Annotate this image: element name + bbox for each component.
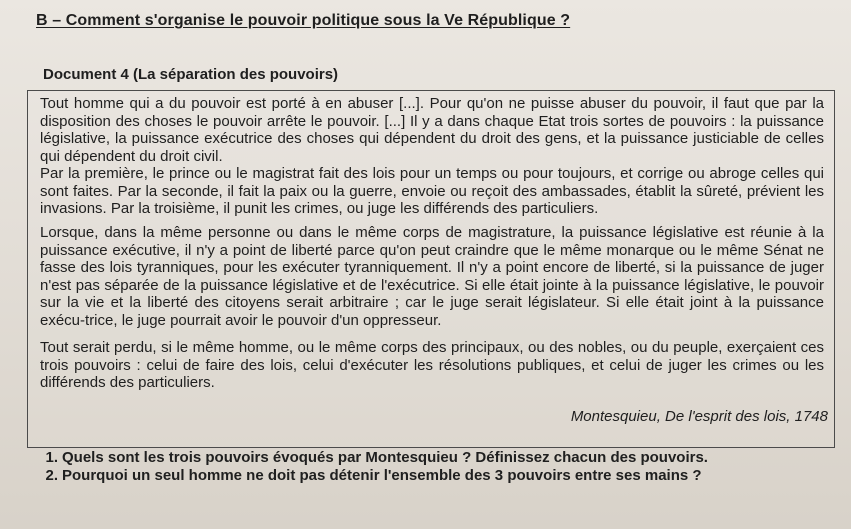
source-citation: Montesquieu, De l'esprit des lois, 1748 <box>570 408 828 425</box>
question-2-text: Pourquoi un seul homme ne doit pas détenir l'ensemble des 3 pouvoirs entre ses mains ? <box>62 467 702 484</box>
question-2-number: 2. <box>45 467 58 484</box>
question-1 <box>36 449 816 467</box>
question-1-text: Quels sont les trois pouvoirs évoqués par Montesquieu ? Définissez chacun des pouvoirs. <box>62 449 708 466</box>
question-2 <box>36 467 816 485</box>
question-1-number: 1. <box>45 449 58 466</box>
section-title: B – Comment s'organise le pouvoir politique sous la Ve République ? <box>36 12 571 29</box>
source-paragraph-2: Par la première, le prince ou le magistrat fait des lois pour un temps ou pour toujours, et corrige ou abroge celles qui sont faites. Par la seconde, il fait la paix ou la guerre, envoie ou reçoit des ambassades, établit la sûreté, prévient les invasions. Par la troisième, il punit les crimes, ou juge les différends des particuliers. <box>40 165 824 217</box>
question-list <box>36 449 816 485</box>
source-paragraph-4: Tout serait perdu, si le même homme, ou le même corps des principaux, ou des nobles, ou du peuple, exerçaient ces trois pouvoirs : celui de faire des lois, celui d'exécuter les résolutions publiques, et celui de juger les crimes ou les différends des particuliers. <box>40 339 824 391</box>
source-paragraph-3: Lorsque, dans la même personne ou dans le même corps de magistrature, la puissance législative est réunie à la puissance exécutive, il n'y a point de liberté parce qu'on peut craindre que le même monarque ou le même Sénat ne fasse des lois tyranniques, pour les exécuter tyranniquement. Il n'y a point encore de liberté, si la puissance de juger n'est pas séparée de la puissance législative et de l'exécutrice. Si elle était jointe à la puissance législative, le pouvoir sur la vie et la liberté des citoyens serait arbitraire ; car le juge serait législateur. Si elle était joint à la puissance exécu-trice, le juge pourrait avoir le pouvoir d'un oppresseur. <box>40 224 824 329</box>
source-text-box <box>27 90 835 448</box>
source-paragraph-1: Tout homme qui a du pouvoir est porté à en abuser [...]. Pour qu'on ne puisse abuser du pouvoir, il faut que par la disposition des choses le pouvoir arrête le pouvoir. [...] Il y a dans chaque Etat trois sortes de pouvoirs : la puissance législative, la puissance exécutrice des choses qui dépendent du droit des gens, et la puissance justiciable de celles qui dépendent du droit civil. <box>40 95 824 165</box>
document-title: Document 4 (La séparation des pouvoirs) <box>43 66 339 83</box>
